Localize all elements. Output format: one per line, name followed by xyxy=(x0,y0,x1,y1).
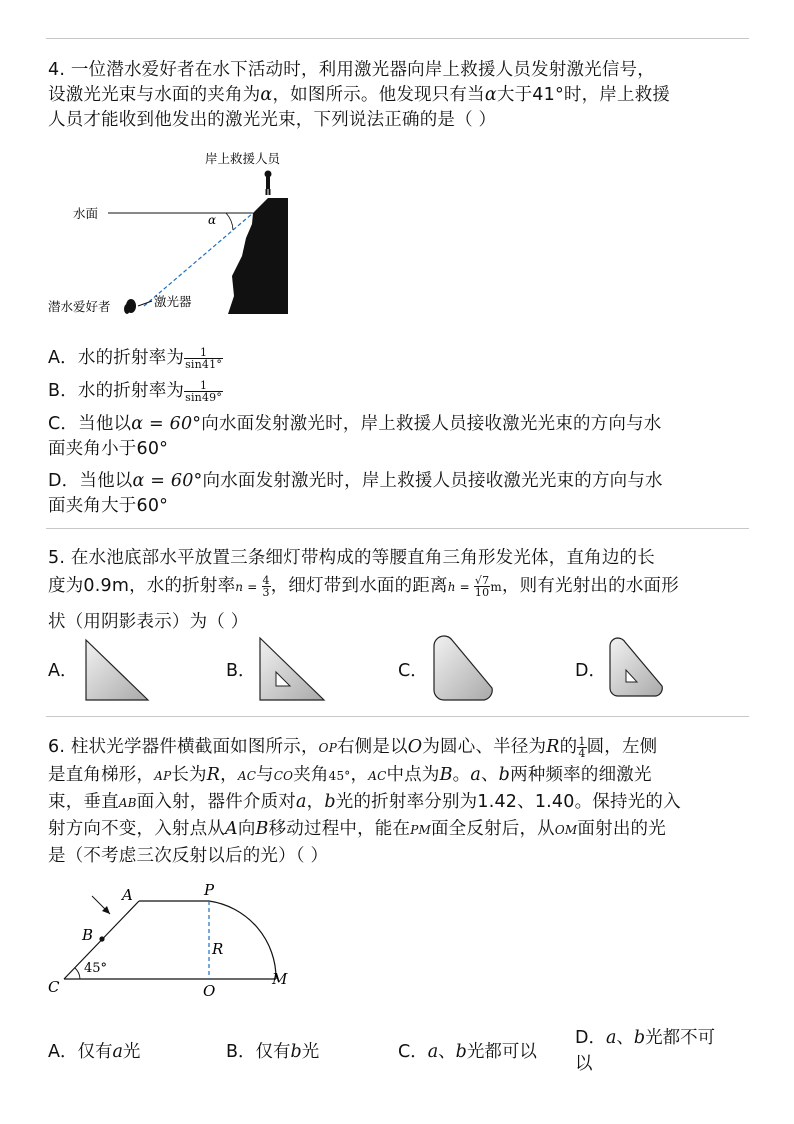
q6-l2-c: ， xyxy=(220,765,238,785)
q4-option-c-angle: α = 60° xyxy=(131,414,202,434)
q6-optD-c: 光都不可 xyxy=(645,1028,716,1048)
q6-l2-j: 两种频率的细激光 xyxy=(510,765,652,785)
q6-quarter-fraction xyxy=(577,736,586,759)
q5-option-c-label[interactable]: C． xyxy=(398,661,428,681)
q6-optA-var: a xyxy=(112,1042,123,1062)
q6-B-2: B xyxy=(255,819,269,839)
q4-option-a[interactable] xyxy=(48,344,223,370)
q6-l1-c: 为圆心、半径为 xyxy=(422,737,547,757)
q5-line2-b: ，细灯带到水面的距离 xyxy=(270,576,448,596)
q4-option-a-den: sin41° xyxy=(185,357,223,371)
q6-l2-i: 、 xyxy=(480,765,499,785)
q6-l1-e: 圆，左侧 xyxy=(586,737,658,757)
q6-a-2: a xyxy=(296,792,307,812)
q6-optB-a: B．仅有 xyxy=(226,1042,291,1062)
q4-option-a-fraction xyxy=(184,347,223,370)
q5-h-den: 10 xyxy=(474,585,490,599)
q6-fig-C: C xyxy=(48,978,60,996)
q5-h-fraction xyxy=(474,575,490,598)
q4-line2-c: 大于41°时，岸上救援 xyxy=(496,85,671,105)
q6-R: R xyxy=(546,737,560,757)
q4-option-b-prefix: B．水的折射率为 xyxy=(48,381,185,401)
q6-quarter-num: 1 xyxy=(578,734,586,748)
q6-optC-a: C． xyxy=(398,1042,428,1062)
q5-n-label: n = xyxy=(235,580,262,594)
q5-stem-line1: 5. 在水池底部水平放置三条细灯带构成的等腰直角三角形发光体，直角边的长 xyxy=(48,548,655,568)
q6-option-d-line1[interactable] xyxy=(575,1024,715,1049)
q6-l4-b: 向 xyxy=(237,819,256,839)
q6-stem-line4 xyxy=(48,815,666,840)
q4-alpha: α xyxy=(260,85,273,105)
point-B xyxy=(99,936,104,941)
q5-line2-a: 度为0.9m，水的折射率 xyxy=(48,576,236,596)
q4-option-c-c: 向水面发射激光时，岸上救援人员接收激光光束的方向与水 xyxy=(201,414,662,434)
q6-l2-g: 中点为 xyxy=(386,765,440,785)
q6-stem-line1 xyxy=(48,733,657,759)
q4-option-b-den: sin49° xyxy=(185,390,223,404)
q4-option-d-c: 向水面发射激光时，岸上救援人员接收激光光束的方向与水 xyxy=(202,471,663,491)
q6-AP: AP xyxy=(154,769,172,783)
q6-stem-line5: 是（不考虑三次反射以后的光）（ ） xyxy=(48,846,329,866)
q4-option-b-num: 1 xyxy=(184,380,223,392)
q6-l2-h: 。 xyxy=(452,765,471,785)
q6-A: A xyxy=(225,819,238,839)
q6-AC-2: AC xyxy=(368,769,387,783)
q5-option-b-label[interactable]: B． xyxy=(226,661,256,681)
q6-optD-var-b: b xyxy=(633,1028,646,1048)
q6-fig-M: M xyxy=(272,970,288,988)
q4-option-b-fraction xyxy=(184,380,223,403)
q6-l2-b: 长为 xyxy=(171,765,207,785)
q6-l2-e: 夹角 xyxy=(293,765,329,785)
q6-a: a xyxy=(470,765,481,785)
q6-OM: OM xyxy=(554,823,578,837)
q6-optB-var: b xyxy=(290,1042,302,1062)
q6-option-b[interactable] xyxy=(226,1038,319,1063)
q6-optD-var-a: a xyxy=(605,1028,617,1048)
q4-option-c-a: C．当他以 xyxy=(48,414,132,434)
q4-option-d-angle: α = 60° xyxy=(132,471,203,491)
diver-icon xyxy=(124,299,136,314)
rescuer-person-icon xyxy=(265,171,272,196)
cliff-shape xyxy=(228,198,288,314)
q4-option-d-line1[interactable] xyxy=(48,467,663,492)
q6-B: B xyxy=(439,765,453,785)
q5-stem-line2 xyxy=(48,572,679,598)
q6-l3-d: 光的折射率分别为1.42、1.40。保持光的入 xyxy=(335,792,681,812)
q6-optC-c: 光都可以 xyxy=(466,1042,537,1062)
q5-n-fraction xyxy=(262,575,271,598)
q4-alpha-2: α xyxy=(484,85,497,105)
q6-fig-R: R xyxy=(212,940,224,958)
q6-quarter-den: 4 xyxy=(578,746,586,760)
q4-option-a-prefix: A．水的折射率为 xyxy=(48,348,185,368)
q5-n-num: 4 xyxy=(262,573,270,587)
q4-option-c-line2[interactable]: 面夹角小于60° xyxy=(48,439,169,459)
q4-line2-a: 设激光光束与水面的夹角为 xyxy=(48,85,261,105)
separator-q5 xyxy=(46,528,749,529)
q6-stem-line2 xyxy=(48,761,652,786)
q6-optA-a: A．仅有 xyxy=(48,1042,113,1062)
q6-AB: AB xyxy=(118,796,137,810)
q5-line2-c: ，则有光射出的水面形 xyxy=(501,576,679,596)
q4-option-a-num: 1 xyxy=(184,347,223,359)
q5-h-label: h = xyxy=(447,580,474,594)
q6-R-2: R xyxy=(206,765,221,785)
q5-h-num: √7 xyxy=(474,573,490,587)
q6-fig-angle: 45° xyxy=(84,961,108,976)
q6-optA-b: 光 xyxy=(122,1042,141,1062)
q4-fig-water-label: 水面 xyxy=(73,206,99,221)
q6-option-a[interactable] xyxy=(48,1038,140,1063)
q6-l3-a: 束，垂直 xyxy=(48,792,119,812)
q6-l1-b: 右侧是以 xyxy=(336,737,408,757)
q6-stem-line3 xyxy=(48,788,681,813)
q4-fig-diver-label: 潜水爱好者 xyxy=(48,299,111,314)
angle-arc-C xyxy=(75,968,80,979)
q6-optC-var-a: a xyxy=(427,1042,439,1062)
q6-b-2: b xyxy=(324,792,336,812)
q6-l2-d: 与 xyxy=(256,765,274,785)
q6-option-d-line2[interactable]: 以 xyxy=(575,1054,593,1074)
q6-optC-b: 、 xyxy=(438,1042,456,1062)
q6-fig-B: B xyxy=(82,926,94,944)
q6-l4-c: 移动过程中，能在 xyxy=(268,819,411,839)
q5-option-d-shape[interactable] xyxy=(606,634,668,700)
q5-option-c-shape[interactable] xyxy=(430,632,500,704)
q5-stem-line3: 状（用阴影表示）为（ ） xyxy=(48,612,249,632)
q6-l3-b: 面入射，器件介质对 xyxy=(136,792,297,812)
q6-OP: OP xyxy=(318,741,337,755)
q5-h-unit: m xyxy=(490,580,502,594)
q4-option-b[interactable] xyxy=(48,377,223,403)
q6-fig-A: A xyxy=(122,886,133,904)
q6-figure xyxy=(46,880,306,1000)
q5-option-a-shape[interactable] xyxy=(82,636,154,704)
separator-top xyxy=(46,38,749,39)
q6-l2-f: ， xyxy=(350,765,369,785)
q6-CO: CO xyxy=(273,769,294,783)
q6-deg45: 45° xyxy=(328,769,351,783)
q5-option-a-label[interactable]: A． xyxy=(48,661,78,681)
q6-fig-P: P xyxy=(204,881,215,899)
alpha-angle-arc xyxy=(226,213,233,230)
q6-l4-d: 面全反射后，从 xyxy=(430,819,555,839)
q6-l4-a: 射方向不变，入射点从 xyxy=(48,819,225,839)
q4-stem-line1: 4. 一位潜水爱好者在水下活动时，利用激光器向岸上救援人员发射激光信号， xyxy=(48,60,655,80)
q6-fig-O: O xyxy=(203,982,216,1000)
q5-n-den: 3 xyxy=(262,585,270,599)
q6-l1-d: 的 xyxy=(559,737,578,757)
q6-l1-a: 6. 柱状光学器件横截面如图所示， xyxy=(48,737,319,757)
q4-stem-line2 xyxy=(48,81,670,106)
q6-optD-a: D． xyxy=(575,1028,606,1048)
q4-option-d-a: D．当他以 xyxy=(48,471,133,491)
q6-l4-e: 面射出的光 xyxy=(577,819,666,839)
q4-fig-laser-label: 激光器 xyxy=(154,294,192,309)
q4-option-c-line1[interactable] xyxy=(48,410,661,435)
q6-optD-b: 、 xyxy=(616,1028,634,1048)
q6-option-c[interactable] xyxy=(398,1038,537,1063)
q5-option-b-shape[interactable] xyxy=(256,634,328,704)
q6-optB-b: 光 xyxy=(301,1042,320,1062)
q4-fig-alpha: α xyxy=(208,213,217,227)
q6-b: b xyxy=(498,765,511,785)
q6-AC: AC xyxy=(237,769,257,783)
q6-l2-a: 是直角梯形， xyxy=(48,765,155,785)
q5-option-d-label[interactable]: D． xyxy=(575,661,606,681)
q4-stem-line3: 人员才能收到他发出的激光光束，下列说法正确的是（ ） xyxy=(48,110,497,130)
q6-PM: PM xyxy=(410,823,431,837)
separator-q6 xyxy=(46,716,749,717)
q6-O: O xyxy=(407,737,423,757)
q4-option-d-line2[interactable]: 面夹角大于60° xyxy=(48,496,169,516)
q4-fig-rescuer-label: 岸上救援人员 xyxy=(205,151,281,166)
q6-l3-c: ， xyxy=(306,792,325,812)
q4-figure xyxy=(48,146,308,322)
q6-optC-var-b: b xyxy=(455,1042,467,1062)
q4-line2-b: ，如图所示。他发现只有当 xyxy=(272,85,485,105)
